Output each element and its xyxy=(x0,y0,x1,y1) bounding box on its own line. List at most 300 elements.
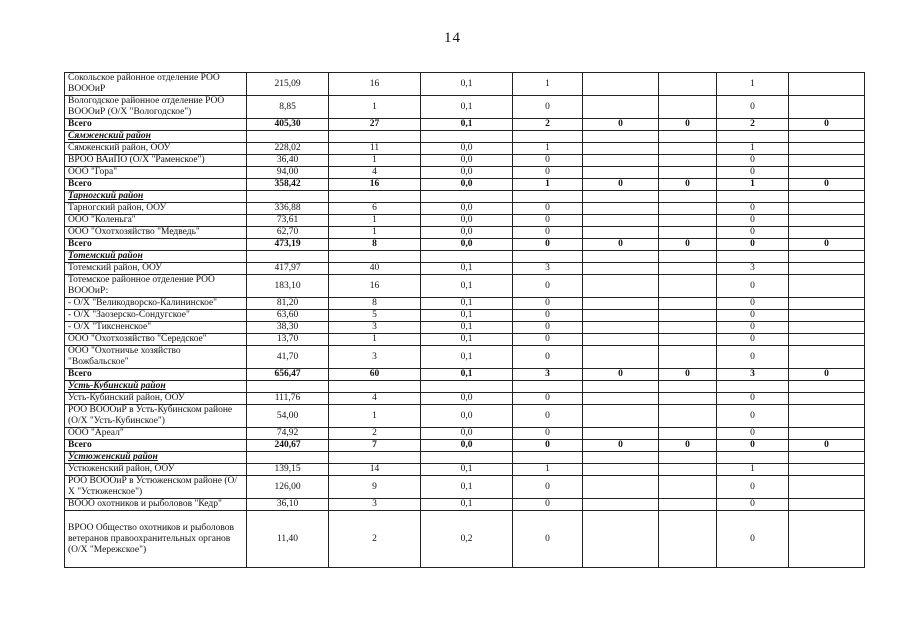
row-value-cell xyxy=(583,464,659,476)
row-value-cell xyxy=(659,263,717,275)
row-value-cell: 9 xyxy=(329,476,421,499)
row-value-cell: 0,0 xyxy=(421,405,513,428)
row-value-cell: 0 xyxy=(583,369,659,381)
row-value-cell xyxy=(513,191,583,203)
row-value-cell xyxy=(659,131,717,143)
row-value-cell xyxy=(659,476,717,499)
row-value-cell: 3 xyxy=(717,263,789,275)
row-value-cell: 0,1 xyxy=(421,119,513,131)
row-value-cell: 358,42 xyxy=(247,179,329,191)
row-value-cell xyxy=(513,452,583,464)
row-value-cell: 0 xyxy=(583,239,659,251)
row-value-cell: 0,0 xyxy=(421,215,513,227)
row-name-cell: Сямженский район xyxy=(65,131,247,143)
row-value-cell xyxy=(789,393,865,405)
row-value-cell: 0 xyxy=(717,310,789,322)
district-header-row xyxy=(65,452,865,464)
table-row xyxy=(65,215,865,227)
row-value-cell: 1 xyxy=(717,179,789,191)
row-value-cell xyxy=(421,452,513,464)
row-value-cell xyxy=(789,96,865,119)
row-name-cell: РОО ВОООиР в Устюженском районе (О/Х "Устюженское") xyxy=(65,476,247,499)
row-value-cell: 0 xyxy=(513,167,583,179)
row-value-cell: 2 xyxy=(513,119,583,131)
row-value-cell: 1 xyxy=(329,215,421,227)
row-name-cell: - О/Х "Тиксненское" xyxy=(65,322,247,334)
table-row xyxy=(65,393,865,405)
table-row xyxy=(65,464,865,476)
row-value-cell xyxy=(789,428,865,440)
row-value-cell xyxy=(659,428,717,440)
row-value-cell: 4 xyxy=(329,167,421,179)
row-value-cell: 3 xyxy=(329,346,421,369)
row-value-cell: 183,10 xyxy=(247,275,329,298)
row-value-cell: 0 xyxy=(513,203,583,215)
table-row xyxy=(65,167,865,179)
row-value-cell: 0 xyxy=(513,275,583,298)
table-row xyxy=(65,334,865,346)
row-name-cell: ООО "Охотхозяйство "Медведь" xyxy=(65,227,247,239)
row-value-cell xyxy=(247,452,329,464)
row-name-cell: Устюженский район, ООУ xyxy=(65,464,247,476)
row-value-cell: 215,09 xyxy=(247,73,329,96)
row-value-cell: 2 xyxy=(329,428,421,440)
row-value-cell: 405,30 xyxy=(247,119,329,131)
table-row xyxy=(65,155,865,167)
total-row xyxy=(65,119,865,131)
row-value-cell: 0 xyxy=(513,239,583,251)
total-row xyxy=(65,440,865,452)
row-value-cell: 0 xyxy=(717,275,789,298)
row-value-cell: 0,2 xyxy=(421,511,513,568)
table-row xyxy=(65,203,865,215)
row-value-cell: 27 xyxy=(329,119,421,131)
row-value-cell xyxy=(789,263,865,275)
row-value-cell: 1 xyxy=(513,179,583,191)
row-value-cell xyxy=(717,131,789,143)
row-value-cell: 0,1 xyxy=(421,334,513,346)
row-value-cell: 0,1 xyxy=(421,275,513,298)
row-value-cell xyxy=(583,131,659,143)
row-value-cell: 1 xyxy=(329,155,421,167)
row-value-cell xyxy=(421,191,513,203)
district-header-row xyxy=(65,131,865,143)
row-value-cell xyxy=(789,275,865,298)
row-value-cell xyxy=(659,393,717,405)
row-value-cell: 0,0 xyxy=(421,227,513,239)
row-value-cell: 0 xyxy=(513,476,583,499)
row-value-cell xyxy=(789,464,865,476)
row-value-cell xyxy=(659,143,717,155)
row-value-cell xyxy=(583,428,659,440)
row-value-cell xyxy=(583,499,659,511)
row-value-cell xyxy=(583,298,659,310)
row-value-cell xyxy=(789,167,865,179)
row-value-cell xyxy=(659,251,717,263)
row-value-cell: 0,1 xyxy=(421,346,513,369)
row-value-cell xyxy=(247,191,329,203)
row-value-cell xyxy=(789,310,865,322)
row-value-cell xyxy=(583,191,659,203)
row-value-cell: 8 xyxy=(329,298,421,310)
row-value-cell xyxy=(659,73,717,96)
row-value-cell xyxy=(789,322,865,334)
row-value-cell: 0 xyxy=(717,393,789,405)
row-value-cell: 1 xyxy=(329,96,421,119)
row-value-cell: 139,15 xyxy=(247,464,329,476)
row-value-cell xyxy=(659,452,717,464)
row-value-cell: 3 xyxy=(329,322,421,334)
row-value-cell: 228,02 xyxy=(247,143,329,155)
row-value-cell xyxy=(717,251,789,263)
total-row xyxy=(65,179,865,191)
table-row xyxy=(65,476,865,499)
row-name-cell: ООО "Охотхозяйство "Середское" xyxy=(65,334,247,346)
row-value-cell: 41,70 xyxy=(247,346,329,369)
row-value-cell xyxy=(789,251,865,263)
row-value-cell: 0,1 xyxy=(421,310,513,322)
row-value-cell: 1 xyxy=(513,143,583,155)
row-value-cell: 0,0 xyxy=(421,167,513,179)
row-value-cell: 0 xyxy=(717,511,789,568)
row-value-cell xyxy=(329,191,421,203)
row-value-cell: 1 xyxy=(329,334,421,346)
row-value-cell: 0,1 xyxy=(421,499,513,511)
row-value-cell xyxy=(659,511,717,568)
district-header-row xyxy=(65,251,865,263)
row-value-cell: 0 xyxy=(513,440,583,452)
table-row xyxy=(65,298,865,310)
row-value-cell xyxy=(717,381,789,393)
row-value-cell xyxy=(789,381,865,393)
row-value-cell: 1 xyxy=(717,143,789,155)
row-value-cell: 0 xyxy=(717,440,789,452)
row-value-cell: 0 xyxy=(513,322,583,334)
row-value-cell: 0,0 xyxy=(421,428,513,440)
row-value-cell: 16 xyxy=(329,275,421,298)
row-value-cell: 0 xyxy=(659,369,717,381)
row-value-cell: 0 xyxy=(789,440,865,452)
row-name-cell: Тотемский район, ООУ xyxy=(65,263,247,275)
table-row xyxy=(65,310,865,322)
table-body xyxy=(65,73,865,568)
row-value-cell: 0 xyxy=(717,215,789,227)
row-value-cell xyxy=(329,452,421,464)
row-value-cell: 0 xyxy=(717,346,789,369)
row-value-cell: 0 xyxy=(717,96,789,119)
row-value-cell: 1 xyxy=(329,405,421,428)
row-value-cell xyxy=(789,499,865,511)
row-value-cell xyxy=(583,227,659,239)
row-value-cell: 63,60 xyxy=(247,310,329,322)
district-header-row xyxy=(65,381,865,393)
row-value-cell: 0 xyxy=(789,369,865,381)
row-value-cell: 11 xyxy=(329,143,421,155)
row-name-cell: Тарногский район xyxy=(65,191,247,203)
row-value-cell: 0,1 xyxy=(421,464,513,476)
table-row xyxy=(65,263,865,275)
row-value-cell: 0 xyxy=(659,440,717,452)
row-value-cell: 0 xyxy=(717,203,789,215)
row-value-cell xyxy=(659,96,717,119)
row-value-cell: 0 xyxy=(717,227,789,239)
row-value-cell: 2 xyxy=(717,119,789,131)
row-value-cell: 0 xyxy=(513,405,583,428)
row-value-cell: 0 xyxy=(717,405,789,428)
row-name-cell: ООО "Коленьга" xyxy=(65,215,247,227)
row-value-cell: 14 xyxy=(329,464,421,476)
row-value-cell: 5 xyxy=(329,310,421,322)
row-value-cell xyxy=(583,96,659,119)
row-value-cell xyxy=(513,381,583,393)
row-value-cell xyxy=(329,381,421,393)
row-name-cell: Всего xyxy=(65,369,247,381)
row-value-cell xyxy=(421,251,513,263)
row-value-cell xyxy=(659,275,717,298)
row-name-cell: Усть-Кубинский район xyxy=(65,381,247,393)
row-value-cell xyxy=(717,191,789,203)
row-value-cell: 0 xyxy=(513,499,583,511)
row-value-cell xyxy=(583,73,659,96)
row-value-cell xyxy=(659,346,717,369)
row-value-cell xyxy=(789,346,865,369)
row-name-cell: РОО ВОООиР в Усть-Кубинском районе (О/Х "Усть-Кубинское") xyxy=(65,405,247,428)
row-value-cell: 0 xyxy=(513,227,583,239)
row-value-cell: 0,0 xyxy=(421,203,513,215)
row-name-cell: Усть-Кубинский район, ООУ xyxy=(65,393,247,405)
row-value-cell: 0 xyxy=(789,239,865,251)
row-name-cell: Сямженский район, ООУ xyxy=(65,143,247,155)
row-name-cell: - О/Х "Заозерско-Сондугское" xyxy=(65,310,247,322)
row-value-cell: 3 xyxy=(717,369,789,381)
row-value-cell: 0 xyxy=(789,179,865,191)
row-name-cell: Вологодское районное отделение РОО ВОООиР (О/Х "Вологодское") xyxy=(65,96,247,119)
row-value-cell: 62,70 xyxy=(247,227,329,239)
row-value-cell: 3 xyxy=(513,263,583,275)
row-value-cell: 16 xyxy=(329,179,421,191)
table-row xyxy=(65,275,865,298)
row-value-cell: 2 xyxy=(329,511,421,568)
row-value-cell xyxy=(659,155,717,167)
row-value-cell xyxy=(583,334,659,346)
row-value-cell xyxy=(659,381,717,393)
row-value-cell: 0 xyxy=(659,239,717,251)
row-value-cell xyxy=(583,143,659,155)
row-value-cell: 81,20 xyxy=(247,298,329,310)
row-name-cell: Всего xyxy=(65,179,247,191)
row-value-cell xyxy=(583,155,659,167)
row-value-cell xyxy=(247,251,329,263)
row-value-cell xyxy=(583,346,659,369)
row-value-cell xyxy=(421,131,513,143)
row-value-cell xyxy=(421,381,513,393)
row-name-cell: Всего xyxy=(65,440,247,452)
row-value-cell: 8 xyxy=(329,239,421,251)
row-value-cell xyxy=(583,452,659,464)
row-value-cell: 0 xyxy=(717,476,789,499)
row-value-cell xyxy=(329,251,421,263)
table-row xyxy=(65,428,865,440)
row-value-cell: 0,1 xyxy=(421,263,513,275)
row-value-cell: 4 xyxy=(329,393,421,405)
table-row xyxy=(65,405,865,428)
row-value-cell: 0 xyxy=(717,155,789,167)
row-value-cell: 0 xyxy=(659,179,717,191)
row-name-cell: ООО "Гора" xyxy=(65,167,247,179)
row-value-cell: 0,1 xyxy=(421,298,513,310)
row-value-cell: 0 xyxy=(789,119,865,131)
row-name-cell: ВРОО ВАиПО (О/Х "Раменское") xyxy=(65,155,247,167)
row-value-cell: 0 xyxy=(513,428,583,440)
row-value-cell xyxy=(789,73,865,96)
row-value-cell: 417,97 xyxy=(247,263,329,275)
row-value-cell xyxy=(583,511,659,568)
row-value-cell: 0 xyxy=(717,428,789,440)
row-value-cell xyxy=(513,251,583,263)
table-row xyxy=(65,346,865,369)
row-value-cell xyxy=(789,227,865,239)
table-row xyxy=(65,73,865,96)
row-value-cell: 7 xyxy=(329,440,421,452)
row-value-cell: 0 xyxy=(513,96,583,119)
row-name-cell: Тарногский район, ООУ xyxy=(65,203,247,215)
row-value-cell: 8,85 xyxy=(247,96,329,119)
row-value-cell: 3 xyxy=(329,499,421,511)
total-row xyxy=(65,369,865,381)
row-value-cell xyxy=(583,381,659,393)
row-value-cell: 1 xyxy=(329,227,421,239)
row-value-cell: 3 xyxy=(513,369,583,381)
row-value-cell: 336,88 xyxy=(247,203,329,215)
row-value-cell xyxy=(659,215,717,227)
row-value-cell: 0,1 xyxy=(421,73,513,96)
row-value-cell: 0 xyxy=(717,322,789,334)
row-value-cell: 1 xyxy=(513,73,583,96)
row-value-cell: 16 xyxy=(329,73,421,96)
row-value-cell: 0 xyxy=(513,511,583,568)
row-value-cell: 1 xyxy=(513,464,583,476)
row-value-cell: 0,0 xyxy=(421,393,513,405)
row-value-cell: 40 xyxy=(329,263,421,275)
row-value-cell xyxy=(789,452,865,464)
row-value-cell: 0 xyxy=(717,499,789,511)
row-value-cell: 36,10 xyxy=(247,499,329,511)
row-value-cell: 0 xyxy=(513,215,583,227)
row-value-cell xyxy=(583,310,659,322)
row-value-cell: 0,1 xyxy=(421,476,513,499)
row-value-cell: 0 xyxy=(583,440,659,452)
row-value-cell xyxy=(659,405,717,428)
row-value-cell xyxy=(789,405,865,428)
row-value-cell xyxy=(789,215,865,227)
row-value-cell: 0,0 xyxy=(421,179,513,191)
row-value-cell: 1 xyxy=(717,73,789,96)
row-value-cell: 36,40 xyxy=(247,155,329,167)
row-value-cell xyxy=(659,334,717,346)
row-value-cell: 0 xyxy=(583,119,659,131)
row-value-cell xyxy=(583,251,659,263)
row-value-cell xyxy=(717,452,789,464)
row-value-cell: 94,00 xyxy=(247,167,329,179)
row-value-cell: 0 xyxy=(513,155,583,167)
row-value-cell xyxy=(583,167,659,179)
row-value-cell: 0,1 xyxy=(421,322,513,334)
row-value-cell: 54,00 xyxy=(247,405,329,428)
table-row xyxy=(65,143,865,155)
row-name-cell: - О/Х "Великодворско-Калининское" xyxy=(65,298,247,310)
row-value-cell xyxy=(247,381,329,393)
total-row xyxy=(65,239,865,251)
row-value-cell: 0,0 xyxy=(421,440,513,452)
row-value-cell xyxy=(329,131,421,143)
row-value-cell: 11,40 xyxy=(247,511,329,568)
row-value-cell xyxy=(247,131,329,143)
row-name-cell: Сокольское районное отделение РОО ВОООиР xyxy=(65,73,247,96)
row-value-cell xyxy=(789,143,865,155)
row-value-cell xyxy=(583,405,659,428)
row-value-cell xyxy=(789,203,865,215)
row-value-cell: 0 xyxy=(717,239,789,251)
row-value-cell: 0,1 xyxy=(421,369,513,381)
row-value-cell: 0 xyxy=(513,310,583,322)
row-value-cell: 0 xyxy=(513,346,583,369)
row-name-cell: ВРОО Общество охотников и рыболовов ветеранов правоохранительных органов (О/Х "Мережское") xyxy=(65,511,247,568)
row-name-cell: Тотемский район xyxy=(65,251,247,263)
row-name-cell: Тотемское районное отделение РОО ВОООиР: xyxy=(65,275,247,298)
row-value-cell xyxy=(583,476,659,499)
row-value-cell: 60 xyxy=(329,369,421,381)
row-value-cell: 38,30 xyxy=(247,322,329,334)
row-value-cell: 1 xyxy=(717,464,789,476)
row-value-cell xyxy=(789,334,865,346)
table-row xyxy=(65,511,865,568)
row-value-cell: 0,0 xyxy=(421,143,513,155)
row-name-cell: Устюженский район xyxy=(65,452,247,464)
row-value-cell: 111,76 xyxy=(247,393,329,405)
row-value-cell: 0,0 xyxy=(421,155,513,167)
row-value-cell xyxy=(789,298,865,310)
row-value-cell: 126,00 xyxy=(247,476,329,499)
allocation-table xyxy=(64,72,865,568)
row-value-cell xyxy=(659,310,717,322)
row-value-cell xyxy=(659,464,717,476)
row-value-cell xyxy=(789,131,865,143)
row-name-cell: Всего xyxy=(65,119,247,131)
row-value-cell: 0 xyxy=(659,119,717,131)
row-value-cell: 0 xyxy=(583,179,659,191)
row-value-cell: 0,0 xyxy=(421,239,513,251)
row-value-cell xyxy=(583,275,659,298)
row-value-cell xyxy=(659,191,717,203)
row-value-cell: 73,61 xyxy=(247,215,329,227)
row-value-cell xyxy=(789,155,865,167)
row-value-cell xyxy=(659,167,717,179)
row-value-cell xyxy=(789,191,865,203)
row-value-cell xyxy=(659,227,717,239)
row-value-cell xyxy=(583,203,659,215)
row-value-cell: 0 xyxy=(717,334,789,346)
row-value-cell xyxy=(659,298,717,310)
row-value-cell xyxy=(583,393,659,405)
row-value-cell: 240,67 xyxy=(247,440,329,452)
row-value-cell: 656,47 xyxy=(247,369,329,381)
row-value-cell: 13,70 xyxy=(247,334,329,346)
table-row xyxy=(65,96,865,119)
row-name-cell: ООО "Охотничье хозяйство "Вожбальское" xyxy=(65,346,247,369)
row-value-cell: 473,19 xyxy=(247,239,329,251)
row-name-cell: ООО "Ареал" xyxy=(65,428,247,440)
row-value-cell: 0 xyxy=(513,334,583,346)
